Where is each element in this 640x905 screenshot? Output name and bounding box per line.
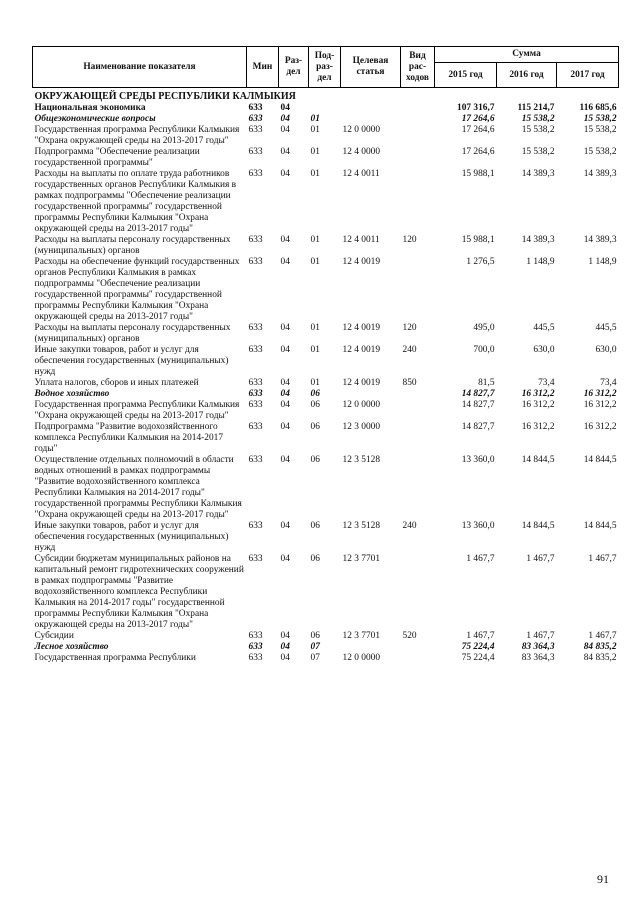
row-razdel: 04 [280,520,290,531]
row-podrazdel: 06 [310,399,320,410]
row-razdel: 04 [280,641,290,652]
row-name: Национальная экономика [34,102,146,113]
row-target-article [341,103,401,114]
row-ministry-code: 633 [248,388,263,399]
row-name: Расходы на выплаты по оплате труда работников государственных органов Республики Калмыкия в рамках подпрограммы "Обеспечение реализации государственной программы" государственной программы Республики Калмыкия "Охрана окружающей среды на 2013-2017 годы" [34,168,237,234]
row-sum-2017: 445,5 [595,322,617,333]
row-razdel: 04 [280,399,290,410]
row-sum-2016: 16 312,2 [521,421,555,432]
row-ministry-code: 633 [248,377,263,388]
row-name: Иные закупки товаров, работ и услуг для обеспечения государственных (муниципальных) нужд [34,520,229,553]
section-title: ОКРУЖАЮЩЕЙ СРЕДЫ РЕСПУБЛИКИ КАЛМЫКИЯ [34,91,296,102]
table-row [33,103,619,114]
row-name: Уплата налогов, сборов и иных платежей [34,377,199,388]
row-sum-2015: 14 827,7 [461,388,495,399]
row-target-article: 12 3 5128 [342,454,380,465]
table-row [33,389,619,400]
row-ministry-code: 633 [248,421,263,432]
row-expense-type [401,103,435,114]
row-sum-2015: 1 467,7 [466,553,495,564]
row-name: Иные закупки товаров, работ и услуг для обеспечения государственных (муниципальных) нужд [34,344,229,377]
row-ministry-code: 633 [248,102,263,113]
table-row [33,631,619,642]
table-row [33,653,619,664]
row-razdel: 04 [280,421,290,432]
row-sum-2017: 16 312,2 [583,388,617,399]
row-name: Государственная программа Республики [34,652,196,663]
row-expense-type: 850 [402,377,417,388]
row-podrazdel: 06 [310,520,320,531]
row-expense-type: 120 [402,322,417,333]
row-target-article: 12 4 0019 [342,377,380,388]
row-ministry-code: 633 [248,553,263,564]
row-sum-2015: 14 827,7 [461,399,495,410]
table-row [33,554,619,631]
row-sum-2017: 630,0 [595,344,617,355]
row-ministry-code: 633 [248,399,263,410]
row-podrazdel: 06 [310,553,320,564]
row-podrazdel: 01 [310,377,320,388]
row-sum-2017: 14 844,5 [583,520,617,531]
row-razdel: 04 [280,652,290,663]
row-razdel: 04 [280,146,290,157]
row-target-article: 12 3 7701 [342,553,380,564]
row-target-article: 12 3 0000 [342,421,380,432]
row-name: Осуществление отдельных полномочий в области водных отношений в рамках подпрограммы "Развитие водохозяйственного комплекса Республики Калмыкия на 2014-2017 годы" государственной программы Республики Калмыкия "Охрана окружающей среды на 2013-2017 годы" [34,454,242,520]
row-sum-2015: 1 467,7 [466,630,495,641]
row-sum-2017: 14 389,3 [583,234,617,245]
row-razdel: 04 [280,377,290,388]
row-sum-2016: 14 389,3 [521,168,555,179]
row-ministry-code: 633 [248,652,263,663]
row-name: Подпрограмма "Обеспечение реализации государственной программы" [34,146,200,168]
row-sum-2015: 81,5 [478,377,495,388]
row-podrazdel: 06 [310,630,320,641]
row-sum-2016: 14 389,3 [521,234,555,245]
row-expense-type [401,389,435,400]
row-target-article: 12 0 0000 [342,124,380,135]
table-row [33,642,619,653]
row-target-article [341,389,401,400]
row-ministry-code: 633 [248,124,263,135]
row-razdel: 04 [280,344,290,355]
row-sum-2015: 75 224,4 [461,641,495,652]
row-expense-type: 520 [402,630,417,641]
table-row [33,521,619,554]
table-row [33,400,619,422]
row-sum-2017: 14 844,5 [583,454,617,465]
table-row [33,323,619,345]
row-target-article [341,642,401,653]
row-ministry-code: 633 [248,146,263,157]
row-target-article: 12 4 0019 [342,256,380,267]
table-row [33,455,619,521]
row-sum-2017: 15 538,2 [583,124,617,135]
row-razdel: 04 [280,113,290,124]
row-razdel: 04 [280,388,290,399]
row-sum-2016: 14 844,5 [521,520,555,531]
table-row [33,169,619,235]
row-ministry-code: 633 [248,113,263,124]
header-year-2017: 2017 год [557,63,619,88]
row-podrazdel: 06 [310,421,320,432]
row-podrazdel: 07 [310,652,320,663]
row-expense-type: 240 [402,520,417,531]
row-sum-2015: 17 264,6 [461,146,495,157]
row-podrazdel: 01 [310,113,320,124]
table-row [33,125,619,147]
table-row [33,378,619,389]
table-row [33,235,619,257]
row-target-article: 12 3 5128 [342,520,380,531]
table-header [33,47,619,88]
row-sum-2016: 15 538,2 [521,113,555,124]
table-row [33,257,619,323]
row-name: Водное хозяйство [34,388,110,399]
row-podrazdel: 06 [310,388,320,399]
row-name: Расходы на обеспечение функций государственных органов Республики Калмыкия в рамках подпрограммы "Обеспечение реализации государственной программы" государственной программы Республики Калмыкия "Охрана окружающей среды на 2013-2017 годы" [34,256,240,322]
budget-table [32,46,619,664]
row-razdel: 04 [280,630,290,641]
row-target-article: 12 4 0011 [342,168,380,179]
row-sum-2015: 15 988,1 [461,234,495,245]
header-target-article: Целевая статья [341,47,401,88]
row-target-article: 12 0 0000 [342,652,380,663]
row-sum-2015: 15 988,1 [461,168,495,179]
row-podrazdel: 06 [310,454,320,465]
header-razdel: Раз-дел [279,47,309,88]
page-number: 91 [597,872,609,886]
row-name: Расходы на выплаты персоналу государственных (муниципальных) органов [34,234,231,256]
row-target-article: 12 4 0019 [342,344,380,355]
row-podrazdel: 01 [310,124,320,135]
row-ministry-code: 633 [248,322,263,333]
row-sum-2017: 1 467,7 [588,553,617,564]
row-sum-2017: 15 538,2 [583,113,617,124]
row-razdel: 04 [280,256,290,267]
header-min: Мин [247,47,279,88]
table-row [33,114,619,125]
row-sum-2016: 14 844,5 [521,454,555,465]
row-ministry-code: 633 [248,641,263,652]
row-sum-2017: 14 389,3 [583,168,617,179]
section-title-row [33,88,619,103]
row-sum-2016: 73,4 [538,377,555,388]
header-year-2015: 2015 год [435,63,497,88]
row-sum-2016: 16 312,2 [521,388,555,399]
row-razdel: 04 [280,168,290,179]
row-expense-type [401,422,435,455]
row-sum-2016: 15 538,2 [521,124,555,135]
row-sum-2017: 116 685,6 [579,102,617,113]
row-sum-2016: 445,5 [533,322,555,333]
row-target-article: 12 4 0019 [342,322,380,333]
row-sum-2015: 75 224,4 [461,652,495,663]
row-ministry-code: 633 [248,630,263,641]
row-sum-2016: 115 214,7 [517,102,555,113]
row-ministry-code: 633 [248,344,263,355]
row-sum-2016: 630,0 [533,344,555,355]
row-sum-2016: 1 467,7 [526,553,555,564]
row-razdel: 04 [280,553,290,564]
row-sum-2017: 16 312,2 [583,399,617,410]
row-sum-2016: 83 364,3 [521,641,555,652]
row-sum-2017: 15 538,2 [583,146,617,157]
row-sum-2015: 14 827,7 [461,421,495,432]
row-expense-type [401,554,435,631]
row-name: Расходы на выплаты персоналу государственных (муниципальных) органов [34,322,231,344]
row-name: Субсидии [34,630,74,641]
row-podrazdel: 01 [310,256,320,267]
header-year-2016: 2016 год [497,63,557,88]
row-sum-2015: 13 360,0 [461,520,495,531]
row-razdel: 04 [280,454,290,465]
row-expense-type [401,642,435,653]
row-ministry-code: 633 [248,256,263,267]
row-ministry-code: 633 [248,520,263,531]
row-name: Лесное хозяйство [34,641,109,652]
row-sum-2015: 13 360,0 [461,454,495,465]
row-expense-type: 240 [402,344,417,355]
table-row [33,422,619,455]
row-sum-2015: 17 264,6 [461,124,495,135]
row-expense-type [401,169,435,235]
row-sum-2016: 16 312,2 [521,399,555,410]
table-body [33,88,619,664]
row-expense-type [401,257,435,323]
row-ministry-code: 633 [248,168,263,179]
row-razdel: 04 [280,102,290,113]
row-sum-2017: 84 835,2 [583,652,617,663]
row-sum-2015: 17 264,6 [461,113,495,124]
row-podrazdel: 01 [310,344,320,355]
header-sum: Сумма [435,47,619,63]
row-name: Субсидии бюджетам муниципальных районов на капитальный ремонт гидротехнических сооружений в рамках подпрограммы "Развитие водохозяйственного комплекса Республики Калмыкия на 2014-2017 годы" государственной программы Республики Калмыкия "Охрана окружающей среды на 2013-2017 годы" [34,553,244,630]
row-expense-type [401,114,435,125]
row-sum-2015: 107 316,7 [457,102,495,113]
row-expense-type [401,400,435,422]
row-expense-type [401,125,435,147]
row-sum-2017: 1 467,7 [588,630,617,641]
row-sum-2016: 1 148,9 [526,256,555,267]
table-row [33,345,619,378]
row-target-article [341,114,401,125]
row-ministry-code: 633 [248,234,263,245]
row-target-article: 12 4 0011 [342,234,380,245]
row-sum-2017: 73,4 [600,377,617,388]
row-razdel: 04 [280,322,290,333]
row-sum-2015: 495,0 [473,322,495,333]
header-expense-type: Вид рас-ходов [401,47,435,88]
row-razdel: 04 [280,124,290,135]
table-row [33,147,619,169]
row-expense-type [401,455,435,521]
header-podrazdel: Под-раз-дел [309,47,341,88]
row-sum-2015: 700,0 [473,344,495,355]
row-podrazdel: 01 [310,146,320,157]
row-sum-2016: 1 467,7 [526,630,555,641]
row-expense-type [401,653,435,664]
row-name: Подпрограмма "Развитие водохозяйственного комплекса Республики Калмыкия на 2014-2017 годы" [34,421,224,454]
row-target-article: 12 4 0000 [342,146,380,157]
row-podrazdel: 01 [310,234,320,245]
row-sum-2017: 1 148,9 [588,256,617,267]
row-razdel: 04 [280,234,290,245]
row-expense-type [401,147,435,169]
row-podrazdel: 07 [310,641,320,652]
row-target-article: 12 3 7701 [342,630,380,641]
row-sum-2016: 15 538,2 [521,146,555,157]
row-name: Общеэкономические вопросы [34,113,156,124]
row-name: Государственная программа Республики Калмыкия "Охрана окружающей среды на 2013-2017 годы" [34,399,240,421]
row-sum-2015: 1 276,5 [466,256,495,267]
row-sum-2017: 84 835,2 [583,641,617,652]
header-name: Наименование показателя [33,47,247,88]
row-expense-type: 120 [402,234,417,245]
row-podrazdel: 01 [310,322,320,333]
row-ministry-code: 633 [248,454,263,465]
row-name: Государственная программа Республики Калмыкия "Охрана окружающей среды на 2013-2017 годы" [34,124,240,146]
row-target-article: 12 0 0000 [342,399,380,410]
row-sum-2016: 83 364,3 [521,652,555,663]
row-sum-2017: 16 312,2 [583,421,617,432]
row-podrazdel [309,103,341,114]
row-podrazdel: 01 [310,168,320,179]
